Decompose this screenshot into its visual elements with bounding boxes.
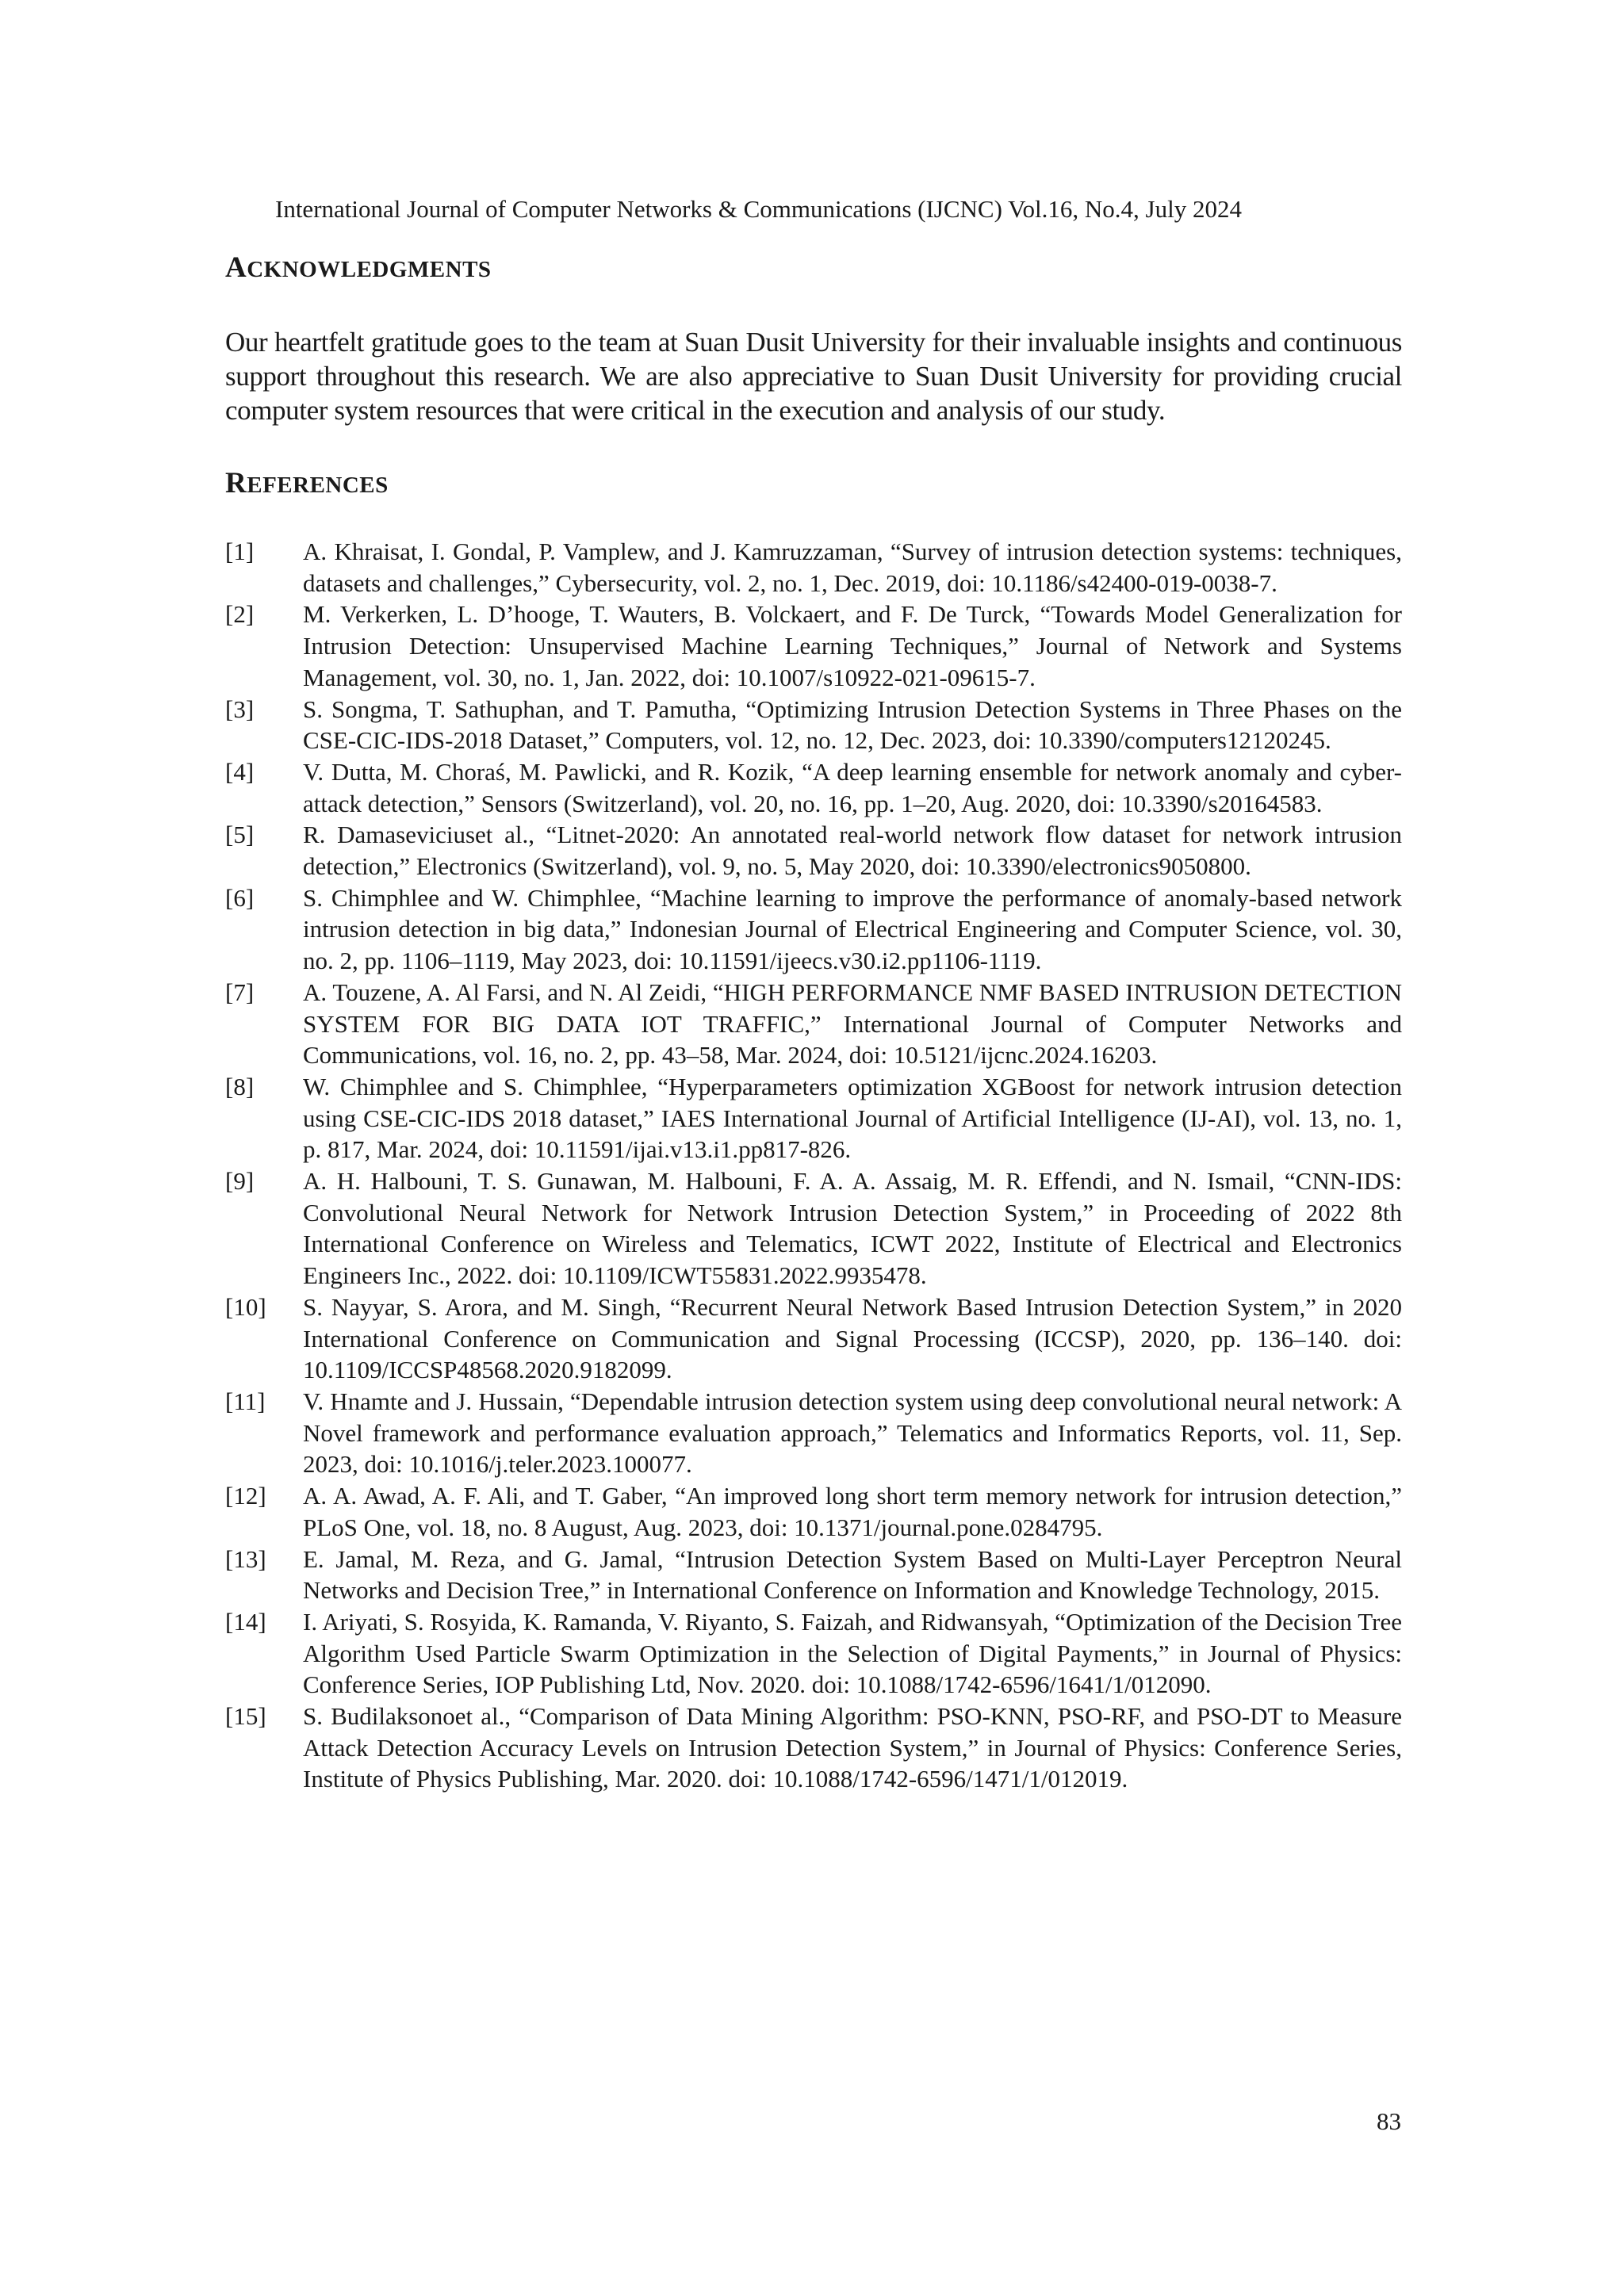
reference-list — [225, 536, 1402, 1795]
reference-number: [9] — [225, 1167, 255, 1196]
reference-item — [225, 756, 1402, 819]
reference-text: S. Chimphlee and W. Chimphlee, “Machine learning to improve the performance of anomaly-based network intrusion detection in big data,” Indonesian Journal of Electrical Engineering and Computer Science, vol. 30, no. 2, pp. 1106–1119, May 2023, doi: 10.11591/ijeecs.v30.i2.pp1106-1119. — [303, 883, 1402, 975]
reference-number: [5] — [225, 821, 255, 849]
references-heading-initial: R — [225, 467, 247, 499]
running-header: International Journal of Computer Networks & Communications (IJCNC) Vol.16, No.4, July 2024 — [275, 195, 1242, 223]
reference-text: S. Songma, T. Sathuphan, and T. Pamutha, “Optimizing Intrusion Detection Systems in Three Phases on the CSE-CIC-IDS-2018 Dataset,” Computers, vol. 12, no. 12, Dec. 2023, doi: 10.3390/computers12120245. — [303, 695, 1402, 755]
reference-text: S. Budilaksonoet al., “Comparison of Data Mining Algorithm: PSO-KNN, PSO-RF, and PSO-DT to Measure Attack Detection Accuracy Levels on Intrusion Detection System,” in Journal of Physics: Conference Series, Institute of Physics Publishing, Mar. 2020. doi: 10.1088/1742-6596/1471/1/012019. — [303, 1702, 1402, 1793]
reference-number: [1] — [225, 538, 255, 565]
reference-text: R. Damaseviciuset al., “Litnet-2020: An annotated real-world network flow dataset for network intrusion detection,” Electronics (Switzerland), vol. 9, no. 5, May 2020, doi: 10.3390/electronics9050800. — [303, 821, 1402, 881]
reference-item — [225, 694, 1402, 756]
reference-number: [11] — [225, 1387, 266, 1415]
reference-item — [225, 1165, 1402, 1292]
acknowledgments-heading — [225, 251, 492, 287]
reference-number: [8] — [225, 1072, 255, 1100]
reference-number: [14] — [225, 1607, 266, 1636]
reference-number: [13] — [225, 1544, 266, 1573]
reference-item — [225, 882, 1402, 977]
reference-number: [2] — [225, 600, 255, 629]
reference-text: V. Hnamte and J. Hussain, “Dependable intrusion detection system using deep convolutional neural network: A Novel framework and performance evaluation approach,” Telematics and Informatics Reports, vol. 11, Sep. 2023, doi: 10.1016/j.teler.2023.100077. — [303, 1387, 1402, 1479]
reference-text: A. Touzene, A. Al Farsi, and N. Al Zeidi, “HIGH PERFORMANCE NMF BASED INTRUSION DETECTION SYSTEM FOR BIG DATA IOT TRAFFIC,” International Journal of Computer Networks and Communications, vol. 16, no. 2, pp. 43–58, Mar. 2024, doi: 10.5121/ijcnc.2024.16203. — [303, 978, 1402, 1070]
reference-item — [225, 819, 1402, 882]
reference-item — [225, 1386, 1402, 1480]
reference-number: [7] — [225, 978, 255, 1006]
reference-item — [225, 1071, 1402, 1165]
acknowledgments-body: Our heartfelt gratitude goes to the team at Suan Dusit University for their invaluable insights and continuous support throughout this research. We are also appreciative to Suan Dusit University for providing crucial computer system resources that were critical in the execution and analysis of our study. — [225, 327, 1402, 426]
reference-number: [12] — [225, 1482, 266, 1510]
acknowledgments-heading-rest: CKNOWLEDGMENTS — [247, 257, 492, 282]
reference-text: A. A. Awad, A. F. Ali, and T. Gaber, “An improved long short term memory network for intrusion detection,” PLoS One, vol. 18, no. 8 August, Aug. 2023, doi: 10.1371/journal.pone.0284795. — [303, 1482, 1402, 1541]
reference-number: [3] — [225, 695, 255, 723]
reference-item — [225, 1480, 1402, 1543]
reference-number: [10] — [225, 1292, 266, 1321]
reference-item — [225, 1701, 1402, 1795]
reference-text: W. Chimphlee and S. Chimphlee, “Hyperparameters optimization XGBoost for network intrusion detection using CSE-CIC-IDS 2018 dataset,” IAES International Journal of Artificial Intelligence (IJ-AI), vol. 13, no. 1, p. 817, Mar. 2024, doi: 10.11591/ijai.v13.i1.pp817-826. — [303, 1072, 1402, 1164]
reference-text: S. Nayyar, S. Arora, and M. Singh, “Recurrent Neural Network Based Intrusion Detection System,” in 2020 International Conference on Communication and Signal Processing (ICCSP), 2020, pp. 136–140. doi: 10.1109/ICCSP48568.2020.9182099. — [303, 1292, 1402, 1384]
references-heading-rest: EFERENCES — [247, 473, 389, 498]
reference-item — [225, 536, 1402, 599]
reference-text: E. Jamal, M. Reza, and G. Jamal, “Intrusion Detection System Based on Multi-Layer Perceptron Neural Networks and Decision Tree,” in International Conference on Information and Knowledge Technology, 2015. — [303, 1544, 1402, 1605]
reference-item — [225, 1292, 1402, 1386]
reference-item — [225, 1544, 1402, 1606]
reference-item — [225, 1606, 1402, 1701]
reference-number: [15] — [225, 1702, 266, 1731]
reference-number: [6] — [225, 883, 255, 912]
references-heading — [225, 466, 389, 503]
reference-item — [225, 599, 1402, 693]
page-number: 83 — [1377, 2107, 1401, 2135]
reference-text: A. Khraisat, I. Gondal, P. Vamplew, and J. Kamruzzaman, “Survey of intrusion detection systems: techniques, datasets and challenges,” Cybersecurity, vol. 2, no. 1, Dec. 2019, doi: 10.1186/s42400-019-0038-7. — [303, 538, 1402, 597]
reference-item — [225, 977, 1402, 1071]
reference-text: I. Ariyati, S. Rosyida, K. Ramanda, V. Riyanto, S. Faizah, and Ridwansyah, “Optimization of the Decision Tree Algorithm Used Particle Swarm Optimization in the Selection of Digital Payments,” in Journal of Physics: Conference Series, IOP Publishing Ltd, Nov. 2020. doi: 10.1088/1742-6596/1641/1/012090. — [303, 1607, 1402, 1699]
reference-number: [4] — [225, 757, 255, 786]
acknowledgments-heading-initial: A — [225, 251, 247, 284]
reference-text: A. H. Halbouni, T. S. Gunawan, M. Halbouni, F. A. A. Assaig, M. R. Effendi, and N. Ismail, “CNN-IDS: Convolutional Neural Network for Network Intrusion Detection System,” in Proceeding of 2022 8th International Conference on Wireless and Telematics, ICWT 2022, Institute of Electrical and Electronics Engineers Inc., 2022. doi: 10.1109/ICWT55831.2022.9935478. — [303, 1167, 1402, 1290]
reference-text: V. Dutta, M. Choraś, M. Pawlicki, and R. Kozik, “A deep learning ensemble for network anomaly and cyber-attack detection,” Sensors (Switzerland), vol. 20, no. 16, pp. 1–20, Aug. 2020, doi: 10.3390/s20164583. — [303, 757, 1402, 817]
reference-text: M. Verkerken, L. D’hooge, T. Wauters, B. Volckaert, and F. De Turck, “Towards Model Generalization for Intrusion Detection: Unsupervised Machine Learning Techniques,” Journal of Network and Systems Management, vol. 30, no. 1, Jan. 2022, doi: 10.1007/s10922-021-09615-7. — [303, 600, 1402, 691]
